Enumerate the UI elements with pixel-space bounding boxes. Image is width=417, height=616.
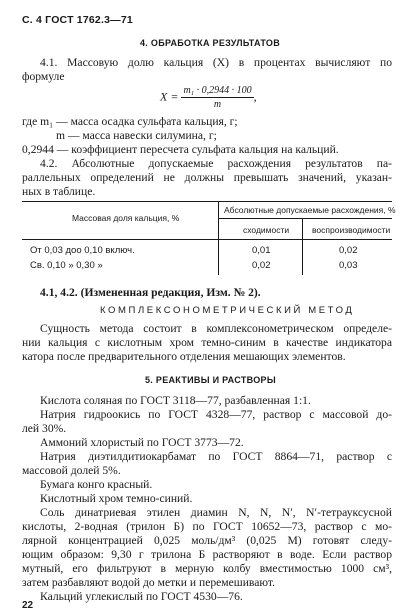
- page-number: 22: [22, 600, 34, 611]
- reagent-2-line1: Натрия гидроокись по ГОСТ 4328—77, раствор с массовой до-: [40, 408, 392, 421]
- where-line-1: где m₁ — масса осадка сульфата кальция, г;: [22, 115, 238, 128]
- method-line2: нии кальция с кислотным хром темно-синим в качестве индикатора: [22, 336, 392, 349]
- reagent-7-line3: лярной концентрацией 0,025 моль/дм³ (0,025 М) готовят следу-: [22, 534, 392, 547]
- table-row-2-range: Св. 0,10 » 0,30 »: [30, 260, 103, 271]
- table-row-2-reproducibility: 0,03: [339, 260, 358, 271]
- section-4-title: 4. ОБРАБОТКА РЕЗУЛЬТАТОВ: [140, 38, 281, 48]
- reagent-7-line6: затем разбавляют водой до метки и перемешивают.: [22, 576, 275, 589]
- table-row-1-convergence: 0,01: [252, 245, 271, 256]
- table-header-rule: [22, 239, 392, 240]
- reagent-3: Аммоний хлористый по ГОСТ 3773—72.: [40, 436, 244, 449]
- formula-denominator: m: [213, 99, 222, 110]
- paragraph-4-1-line1: 4.1. Массовую долю кальция (X) в процентах вычисляют по: [40, 56, 392, 69]
- section-5-title: 5. РЕАКТИВЫ И РАСТВОРЫ: [145, 375, 276, 385]
- formula: [160, 85, 257, 110]
- table-col2-header: сходимости: [243, 225, 290, 235]
- reagent-7-line1: Соль динатриевая этилен диамин N, N, N′, N′-тетрауксусной: [40, 506, 392, 519]
- reagent-8: Кальций углекислый по ГОСТ 4530—76.: [40, 590, 243, 603]
- reagent-7-line4: ющим образом: 9,30 г трилона Б растворяют в воде. Если раствор: [22, 548, 392, 561]
- table-row-1-reproducibility: 0,02: [339, 245, 358, 256]
- table-group-header: Абсолютные допускаемые расхождения, %: [224, 205, 396, 215]
- where-line-2: m — масса навески силумина, г;: [56, 129, 217, 142]
- paragraph-4-2-line3: ных в таблице.: [22, 185, 96, 198]
- reagent-5: Бумага конго красный.: [40, 478, 153, 491]
- formula-fraction: [181, 85, 253, 110]
- table-col-divider-1: [218, 201, 219, 239]
- where-line-3: 0,2944 — коэффициент пересчета сульфата кальция на кальций.: [22, 143, 339, 156]
- table-col3-header: воспроизводимости: [312, 225, 391, 235]
- paragraph-4-2-line1: 4.2. Абсолютные допускаемые расхождения результатов па-: [40, 157, 392, 170]
- table-col-divider-2: [302, 218, 303, 239]
- paragraph-4-2-line2: раллельных определений не должны превышать значений, указан-: [22, 171, 392, 184]
- table-body-divider-2: [302, 239, 303, 275]
- table-top-rule: [22, 201, 392, 202]
- table-group-rule: [219, 218, 392, 219]
- method-title: КОМПЛЕКСОНОМЕТРИЧЕСКИЙ МЕТОД: [100, 305, 355, 316]
- table-row-2-convergence: 0,02: [252, 260, 271, 271]
- table-col1-header: Массовая доля кальция, %: [72, 213, 180, 223]
- reagent-6: Кислотный хром темно-синий.: [40, 492, 193, 505]
- formula-lhs: X =: [160, 89, 179, 104]
- paragraph-4-1-line2: формуле: [22, 70, 65, 83]
- method-line3: катора после предварительного отделения мешающих элементов.: [22, 350, 346, 363]
- reagent-4-line2: массовой долей 5%.: [22, 464, 121, 477]
- formula-comma: ,: [253, 89, 257, 104]
- reagent-7-line2: кислоты, 2-водная (трилон Б) по ГОСТ 10652—73, раствор с мо-: [22, 520, 392, 533]
- reagent-2-line2: лей 30%.: [22, 422, 67, 435]
- table-row-1-range: От 0,03 доо 0,10 включ.: [30, 245, 135, 256]
- amendment-note: 4.1, 4.2. (Измененная редакция, Изм. № 2).: [40, 286, 261, 299]
- running-header: С. 4 ГОСТ 1762.3—71: [22, 14, 133, 26]
- reagent-4-line1: Натрия диэтилдитиокарбамат по ГОСТ 8864—71, раствор с: [40, 450, 392, 463]
- reagent-7-line5: мутный, его фильтруют в мерную колбу вместимостью 1000 см³,: [22, 562, 392, 575]
- formula-numerator: m₁ · 0,2944 · 100: [183, 85, 252, 96]
- reagent-1: Кислота соляная по ГОСТ 3118—77, разбавленная 1:1.: [40, 394, 311, 407]
- method-line1: Сущность метода состоит в комплексонометрическом определе-: [40, 322, 392, 335]
- table-body-divider-1: [218, 239, 219, 275]
